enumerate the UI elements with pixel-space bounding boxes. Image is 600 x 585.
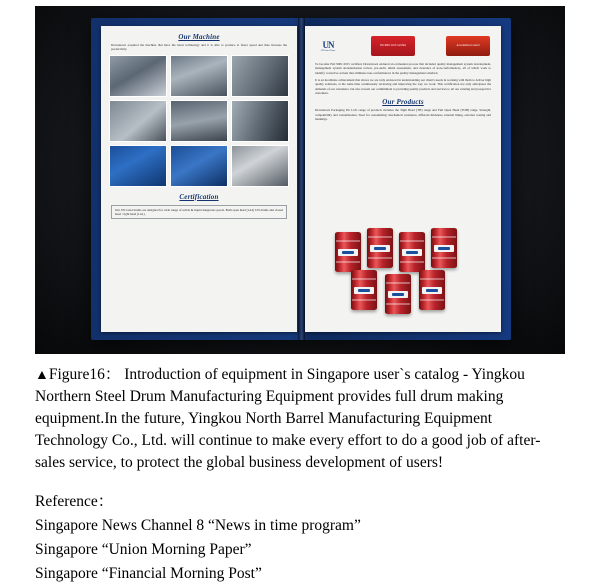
- our-machine-paragraph: Drawntown acquired the machine that have the latest technology and it is able to produce at faster speed and thus increase the productivity.: [111, 43, 287, 52]
- drum-1: [335, 232, 361, 272]
- figure-label: Figure16: [48, 366, 105, 383]
- certification-heading: Certification: [179, 192, 219, 201]
- iso-9001-badge-icon: ISO 9001 2015 Certified: [371, 36, 415, 56]
- machine-photo-4: [109, 100, 167, 142]
- our-products-paragraph: Drawntown Packaging Pte Ltd's range of products includes the Tight Head (TH) range and Full Open Head (FOH) range. Strength, compatibility and customization. Steel for customizing: mechanical resistance, different thickness, internal lining, external coating and markings.: [315, 108, 491, 121]
- body-paragraph: In the future, Yingkou North Barrel Manufacturing Equipment Technology Co., Ltd. will continue to make every effort to do a good job of after-sales service, to protect the global business development of users!: [35, 410, 541, 471]
- un-logo-caption: UN Rated Drum: [320, 50, 336, 52]
- drum-6: [385, 274, 411, 314]
- drum-4: [431, 228, 457, 268]
- drum-3: [399, 232, 425, 272]
- machine-photo-2: [170, 55, 228, 97]
- machine-photo-6: [231, 100, 289, 142]
- iso-paragraph-1: To become ISO 9001:2015 certified, Drawntown endured an evaluation process that included quality management system development, management system documentation review, pre-audit, initial assessment, and clearance of non-conformances, all of which work to identify corrective actions that eliminate non-conformances in the quality management standard.: [315, 62, 491, 75]
- accreditation-badge-icon: Accreditation Council: [446, 36, 490, 56]
- figure-image: [35, 6, 565, 354]
- machine-photo-grid: [109, 55, 289, 187]
- catalog-right-page: [305, 26, 501, 332]
- catalog-left-page: [101, 26, 297, 332]
- machine-photo-1: [109, 55, 167, 97]
- reference-heading: Reference：: [35, 493, 114, 510]
- our-products-heading: Our Products: [382, 98, 424, 107]
- certification-paragraph: Our UN rated drums are designed for wide range of solids & liquid dangerous goods. Both open head (1A2) UN drums and closed head / tight head (1A1).: [115, 207, 283, 216]
- our-machine-heading: Our Machine: [178, 33, 220, 41]
- catalog-brochure: [91, 18, 511, 340]
- blue-drums-photo-2: [170, 145, 228, 187]
- reference-item-2: Singapore “Union Morning Paper”: [35, 541, 252, 558]
- certification-box: [111, 205, 287, 220]
- blue-drums-photo-1: [109, 145, 167, 187]
- reference-item-1: Singapore News Channel 8 “News in time program”: [35, 517, 361, 534]
- caption-marker-icon: ▲: [35, 368, 49, 383]
- reference-block: [35, 491, 565, 585]
- un-rated-drum-logo-icon: UN UN Rated Drum: [320, 40, 336, 52]
- drum-7: [419, 270, 445, 310]
- drum-2: [367, 228, 393, 268]
- caption-colon: ：: [104, 366, 121, 383]
- document-body: [35, 364, 565, 585]
- iso-paragraph-2: It is an inordinate achievement that shows we are truly endowed in understanding our client's needs in working with them to deliver high quality solutions, at the same time continuously reviewing and improving the way we work. This certification not only anticipates the demands of our customers, but also reveals our commitment to providing quality products and services to all our existing and prospective customers.: [315, 77, 491, 95]
- figure-caption: [35, 364, 565, 474]
- red-drums-photo: [311, 226, 495, 322]
- document-page: [0, 6, 600, 582]
- reference-item-3: Singapore “Financial Morning Post”: [35, 565, 262, 582]
- logo-row: [316, 34, 490, 58]
- machine-photo-3: [231, 55, 289, 97]
- drum-5: [351, 270, 377, 310]
- machine-photo-7: [231, 145, 289, 187]
- caption-text: Introduction of equipment in Singapore user`s catalog - Yingkou Northern Steel Drum Manufacturing Equipment provides full drum making equipment.: [35, 366, 525, 427]
- machine-photo-5: [170, 100, 228, 142]
